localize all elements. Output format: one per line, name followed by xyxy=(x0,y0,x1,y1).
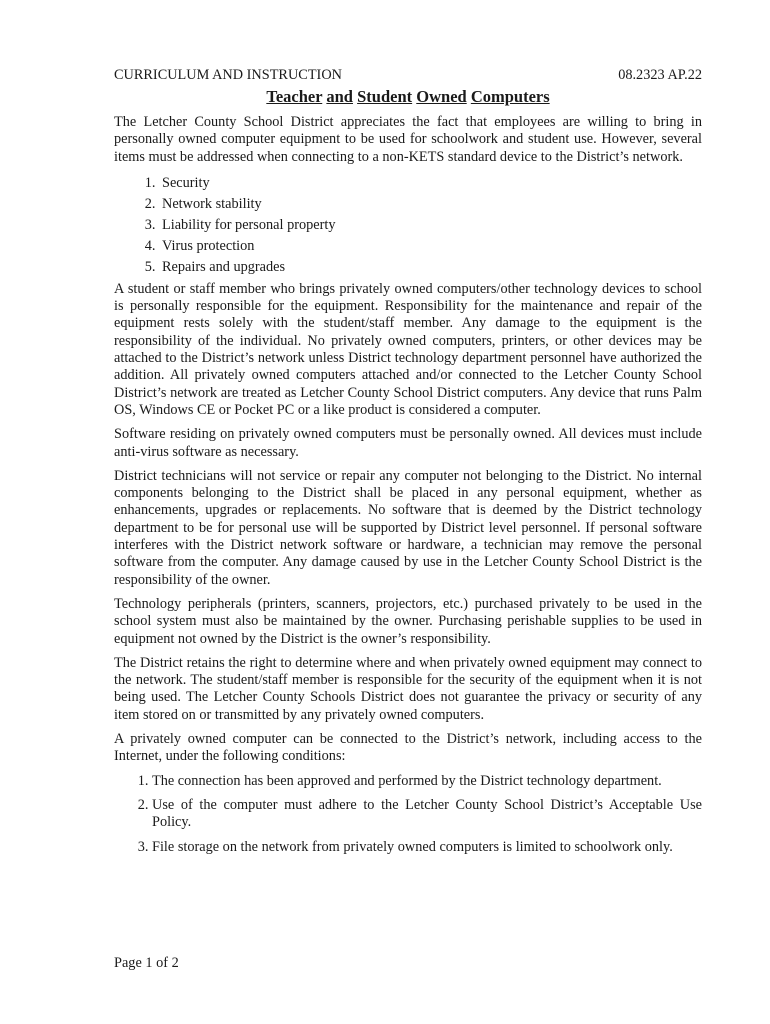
body-paragraph: Software residing on privately owned computers must be personally owned. All devices must include anti-virus software as necessary. xyxy=(114,426,702,460)
body-paragraph: The District retains the right to determine where and when privately owned equipment may connect to the network. The student/staff member is responsible for the security of the equipment when it is not being used. The Letcher County Schools District does not guarantee the privacy or security of any item stored on or transmitted by any privately owned computers. xyxy=(114,654,702,723)
page-title xyxy=(114,87,702,107)
intro-paragraph: The Letcher County School District appreciates the fact that employees are willing to bring in personally owned computer equipment to be used for schoolwork and student use. However, several items must be addressed when connecting to a non-KETS standard device to the District’s network. xyxy=(114,114,702,165)
body-paragraph: District technicians will not service or repair any computer not belonging to the District. No internal components belonging to the District shall be placed in any personal equipment, whether as enhancements, upgrades or replacements. No software that is deemed by the District technology department to be for personal use will be supported by District level personnel. If personal software interferes with the District network software or hardware, a technician may remove the personal software from the computer. Any damage caused by use in the Letcher County School District is the responsibility of the owner. xyxy=(114,467,702,588)
list-item: 2. Network stability xyxy=(159,194,702,215)
body-paragraph: Technology peripherals (printers, scanners, projectors, etc.) purchased privately to be used in the school system must also be maintained by the owner. Purchasing perishable supplies to be used in equipment not owned by the District is the owner’s responsibility. xyxy=(114,595,702,647)
concern-list xyxy=(114,173,702,278)
title-word: and xyxy=(326,87,353,106)
document-header xyxy=(114,66,702,84)
condition-item: 3. File storage on the network from privately owned computers is limited to schoolwork only. xyxy=(152,839,702,856)
title-word: Owned xyxy=(416,87,467,106)
document-page xyxy=(114,66,702,863)
title-word: Computers xyxy=(470,87,550,106)
body-paragraph: A privately owned computer can be connected to the District’s network, including access to the Internet, under the following conditions: xyxy=(114,731,702,765)
policy-code: 08.2323 AP.22 xyxy=(618,67,702,83)
section-label: CURRICULUM AND INSTRUCTION xyxy=(114,67,342,83)
condition-item: 1. The connection has been approved and performed by the District technology department. xyxy=(152,773,702,790)
conditions-list xyxy=(114,773,702,856)
title-word: Student xyxy=(357,87,413,106)
title-word: Teacher xyxy=(266,87,323,106)
list-item: 4. Virus protection xyxy=(159,236,702,257)
page-number: Page 1 of 2 xyxy=(114,955,179,971)
list-item: 1. Security xyxy=(159,173,702,194)
list-item: 5. Repairs and upgrades xyxy=(159,257,702,278)
body-paragraph: A student or staff member who brings privately owned computers/other technology devices to school is personally responsible for the equipment. Responsibility for the maintenance and repair of the equipment rests solely with the student/staff member. Any damage to the equipment is the responsibility of the individual. No privately owned computers, printers, or other devices may be attached to the District’s network unless District technology department personnel have authorized the addition. All privately owned computers attached and/or connected to the Letcher County School District’s network are treated as Letcher County School District computers. Any device that runs Palm OS, Windows CE or Pocket PC or a like product is considered a computer. xyxy=(114,280,702,418)
condition-item: 2. Use of the computer must adhere to the Letcher County School District’s Acceptable Use Policy. xyxy=(152,797,702,832)
list-item: 3. Liability for personal property xyxy=(159,215,702,236)
